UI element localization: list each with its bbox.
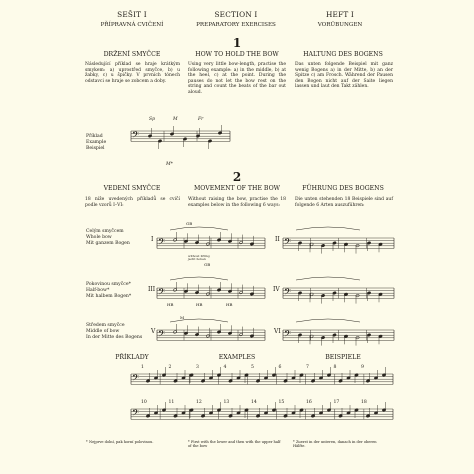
system-whole-bow-left-clef: 𝄢 [158, 236, 166, 250]
system-half-bow-left-clef: 𝄢 [158, 286, 166, 300]
example-number: 7 [306, 365, 309, 370]
section-1-title-cz: DRŽENÍ SMYČCE [103, 51, 161, 58]
section-2-title-de: FÜHRUNG DES BOGENS [302, 185, 384, 192]
examples-title-cz: PŘÍKLADY [115, 354, 149, 361]
system-half-bow-slur-right [296, 277, 360, 280]
bow-text-gb-2: GB [204, 262, 211, 267]
system-whole-bow-right-clef: 𝄢 [284, 236, 292, 250]
roman-i: I [151, 236, 154, 243]
section-2-title-en: MOVEMENT OF THE BOW [193, 185, 281, 192]
examples-title-de: BEISPIELE [325, 354, 361, 361]
example-number: 6 [278, 365, 282, 370]
bow-text-gb-1: GB [186, 221, 193, 226]
example-number: 10 [141, 400, 147, 405]
roman-v: V [151, 328, 156, 335]
section-1-number: 1 [232, 36, 242, 50]
header-title-cz: SEŠIT I [117, 10, 147, 19]
section-2-text-cz: 18 níže uvedených příkladů se cvičí podle vzorů I–VI: [85, 197, 180, 208]
footnote-cz: * Nejprve dolní, pak horní polovinou. [86, 440, 154, 444]
example-number: 2 [168, 365, 172, 370]
bow-text-hb-2: HB [196, 302, 203, 307]
bow-text-hb-3: HB [226, 302, 233, 307]
example-number: 5 [251, 365, 254, 370]
bow-mark-fr: Fr [198, 117, 204, 122]
example-number: 12 [196, 400, 202, 405]
example-label: Příklad Example Beispiel [86, 134, 107, 151]
example-number: 8 [333, 365, 337, 370]
section-1-text-de: Das unten folgende Beispiel mit ganz wenig Bogens a) in der Mitte, b) an der Spitze c) am Frosch. Während der Pausen den Bogen nicht auf der Saite liegen lassen und laut den Takt zählen. [295, 62, 393, 90]
section-1-text-cz: Následující příklad se hraje krátkým smykem: a) uprostřed smyčce, b) u žabky, c) u špičky. V prvních tónech odstavci se hraje se zobcem a doby. [85, 62, 180, 84]
bow-text-hb-1: HB [167, 302, 174, 307]
roman-vi: VI [274, 328, 281, 335]
section-2-number: 2 [232, 170, 242, 184]
bow-mark-m: M [173, 117, 178, 122]
section-1-title-de: HALTUNG DES BOGENS [303, 51, 383, 58]
example-number: 3 [196, 365, 199, 370]
example-number: 4 [223, 365, 227, 370]
row-label-middle-bow: Středem smyčce Middle of bow In der Mitte des Bogens [86, 323, 143, 340]
system-half-bow-right-clef: 𝄢 [284, 286, 292, 300]
section-1-title-en: HOW TO HOLD THE BOW [195, 51, 279, 58]
example-number: 9 [361, 365, 364, 370]
header-title-de: HEFT I [325, 10, 355, 19]
header-subtitle-en: PREPARATORY EXERCISES [196, 22, 276, 28]
roman-iv: IV [273, 286, 280, 293]
row-label-whole-bow: Celým smyčcem Whole bow Mit ganzem Bogen [86, 229, 130, 246]
system-half-bow-slur-left [170, 277, 228, 280]
bow-text-m: M [180, 315, 185, 320]
example-number: 13 [223, 400, 230, 405]
system-middle-bow-right-clef: 𝄢 [284, 328, 292, 342]
system-middle-bow-left-clef: 𝄢 [158, 328, 166, 342]
footnote-de: * Zuerst in der unteren, danach in der oberen Hälfte. [293, 440, 377, 449]
header-subtitle-de: VORÜBUNGEN [317, 22, 363, 28]
section-1-text-en: Using very little bow-length, practise the following example: a) in the middle, b) at the heel, c) at the point. During the pauses do not let the bow rest on the string and count the beats of the bar out aloud. [188, 62, 286, 95]
roman-iii: III [148, 286, 156, 293]
system-whole-bow-slur-left [170, 227, 228, 230]
example-number: 14 [251, 400, 257, 405]
section-2-text-en: Without raising the bow, practise the 18 examples below in the following 6 ways: [188, 197, 286, 208]
roman-ii: II [275, 236, 280, 243]
section-2-title-cz: VEDENÍ SMYČCE [103, 185, 161, 192]
section-2-text-de: Die unten stehenden 18 Beispiele sind auf folgende 6 Arten auszuführen: [295, 197, 393, 208]
example-number: 16 [306, 400, 312, 405]
header-subtitle-cz: PŘÍPRAVNÁ CVIČENÍ [100, 22, 164, 28]
examples-system-2-clef: 𝄢 [132, 407, 140, 421]
without-lifting-note: without lifting jacht hoben [188, 254, 210, 262]
system-whole-bow-slur-right [296, 227, 360, 230]
examples-title-en: EXAMPLES [218, 354, 256, 361]
system-middle-bow-slur-left [170, 319, 228, 322]
examples-system-1-clef: 𝄢 [132, 372, 140, 386]
row-label-half-bow: Pokovinou smyčce* Half-bow* Mit halbem Bogen* [86, 282, 132, 299]
system-middle-bow-slur-right [296, 319, 360, 322]
example-number: 11 [168, 400, 175, 405]
footnote-en: * First with the lower and then with the upper half of the bow [188, 440, 281, 449]
bow-mark-sp: Sp [149, 117, 155, 122]
section1-bass-clef: 𝄢 [132, 129, 140, 143]
example-number: 18 [361, 400, 367, 405]
header-title-en: SECTION I [214, 10, 258, 19]
example-number: 1 [141, 365, 144, 370]
example-number: 17 [333, 400, 340, 405]
example-number: 15 [278, 400, 285, 405]
bow-mark-m-star: M* [166, 162, 173, 167]
